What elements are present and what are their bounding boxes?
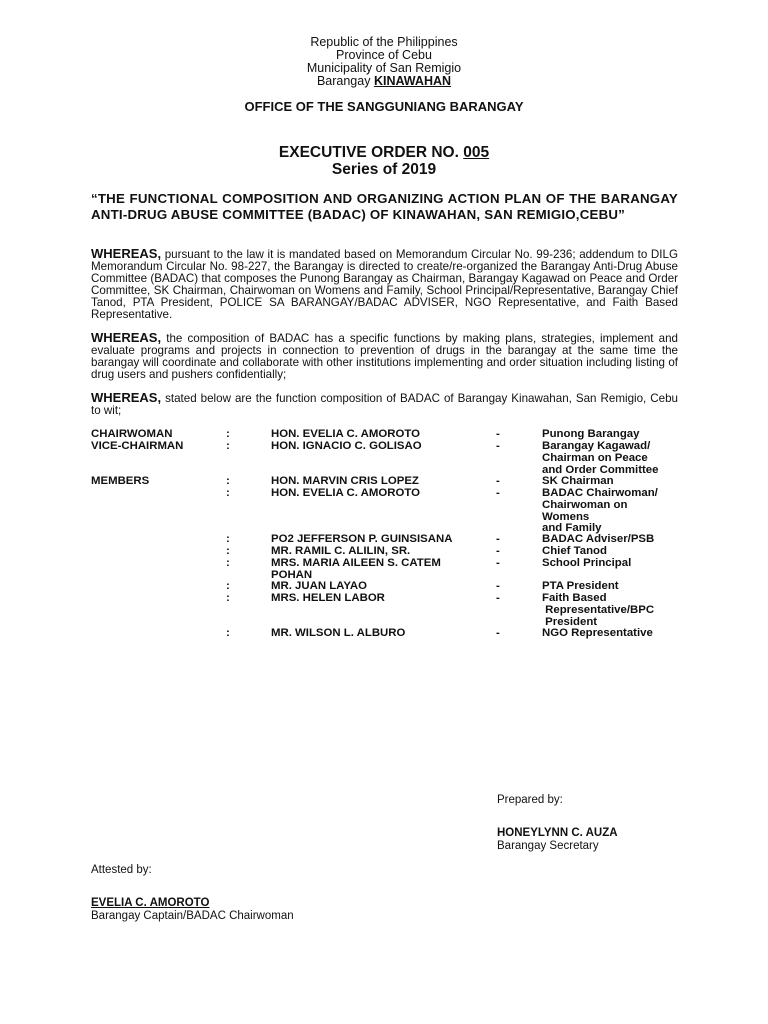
whereas-lead: WHEREAS, [91,330,162,345]
composition-dash: - [496,592,500,604]
composition-member-position: SK Chairman [542,475,614,487]
composition-role: MEMBERS [91,475,150,487]
order-number: 005 [463,144,490,161]
attested-by-title: Barangay Captain/BADAC Chairwoman [91,910,294,922]
header-barangay [0,74,768,88]
composition-dash: - [496,440,500,452]
composition-dash: - [496,627,500,639]
composition-colon: : [226,545,230,557]
composition-member-position: BADAC Adviser/PSB [542,533,655,545]
composition-colon: : [226,557,230,569]
composition-member-position: BADAC Chairwoman/ Chairwoman on Womens and Family [542,487,658,535]
composition-member-position: Chief Tanod [542,545,607,557]
composition-member-name: MR. JUAN LAYAO [271,580,367,592]
composition-member-position: Barangay Kagawad/ Chairman on Peace and Order Committee [542,440,659,476]
prepared-by-title: Barangay Secretary [497,840,599,852]
office-title: OFFICE OF THE SANGGUNIANG BARANGAY [244,99,524,114]
barangay-name: KINAWAHAN [373,74,452,88]
order-title: “THE FUNCTIONAL COMPOSITION AND ORGANIZING ACTION PLAN OF THE BARANGAY ANTI-DRUG ABUSE COMMITTEE (BADAC) OF KINAWAHAN, SAN REMIGIO,CEBU” [91,191,678,222]
whereas-text: the composition of BADAC has a specific functions by making plans, strategies, implement and evaluate programs and projects in connection to prevention of drugs in the barangay at the same time the barangay will coordinate and collaborate with other institutions implementing and order situation including listing of drug users and pushers confidentially; [91,332,678,381]
prepared-by-label: Prepared by: [497,794,563,806]
composition-dash: - [496,533,500,545]
composition-member-position: Faith Based Representative/BPC President [542,592,655,628]
composition-member-name: MR. WILSON L. ALBURO [271,627,406,639]
composition-colon: : [226,487,230,499]
composition-member-name: PO2 JEFFERSON P. GUINSISANA [271,533,453,545]
composition-dash: - [496,428,500,440]
attested-by-name: EVELIA C. AMOROTO [91,897,210,909]
composition-member-position: Punong Barangay [542,428,640,440]
order-prefix: EXECUTIVE ORDER NO. [278,144,464,161]
composition-member-name: HON. EVELIA C. AMOROTO [271,428,420,440]
composition-member-name: MRS. HELEN LABOR [271,592,385,604]
composition-member-position: School Principal [542,557,632,569]
composition-dash: - [496,475,500,487]
whereas-text: stated below are the function composition of BADAC of Barangay Kinawahan, San Remigio, Cebu to wit; [91,392,678,417]
whereas-clause-2 [91,332,678,381]
composition-colon: : [226,592,230,604]
order-series: Series of 2019 [331,161,437,178]
composition-dash: - [496,580,500,592]
composition-member-name: HON. IGNACIO C. GOLISAO [271,440,422,452]
composition-colon: : [226,627,230,639]
composition-member-position: PTA President [542,580,619,592]
composition-colon: : [226,533,230,545]
composition-role: CHAIRWOMAN [91,428,173,440]
composition-member-name: HON. EVELIA C. AMOROTO [271,487,420,499]
whereas-clause-1 [91,248,678,320]
whereas-lead: WHEREAS, [91,246,162,261]
composition-colon: : [226,580,230,592]
attested-by-label: Attested by: [91,864,152,876]
composition-member-position: NGO Representative [542,627,653,639]
composition-member-name: HON. MARVIN CRIS LOPEZ [271,475,419,487]
composition-role: VICE-CHAIRMAN [91,440,184,452]
whereas-text: pursuant to the law it is mandated based on Memorandum Circular No. 99-236; addendum to DILG Memorandum Circular No. 98-227, the Barangay is directed to create/re-organized the Barangay Anti-Drug Abuse Committee (BADAC) that composes the Punong Barangay as Chairman, Barangay Kagawad on Peace and Order Committee, SK Chairman, Chairwoman on Womens and Family, School Principal/Representative, Barangay Chief Tanod, PTA President, POLICE SA BARANGAY/BADAC ADVISER, NGO Representative, and Faith Based Representative. [91,248,678,321]
composition-colon: : [226,428,230,440]
composition-colon: : [226,440,230,452]
composition-dash: - [496,557,500,569]
barangay-prefix: Barangay [316,74,374,88]
composition-member-name: MR. RAMIL C. ALILIN, SR. [271,545,411,557]
whereas-lead: WHEREAS, [91,390,162,405]
composition-dash: - [496,545,500,557]
header-province: Province of Cebu [336,48,432,62]
composition-member-name: MRS. MARIA AILEEN S. CATEM POHAN [271,557,441,581]
composition-dash: - [496,487,500,499]
prepared-by-name: HONEYLYNN C. AUZA [497,827,618,839]
whereas-clause-3 [91,392,678,417]
header-municipality: Municipality of San Remigio [306,61,462,75]
composition-colon: : [226,475,230,487]
header-country: Republic of the Philippines [310,35,458,49]
executive-order-number [0,144,768,162]
